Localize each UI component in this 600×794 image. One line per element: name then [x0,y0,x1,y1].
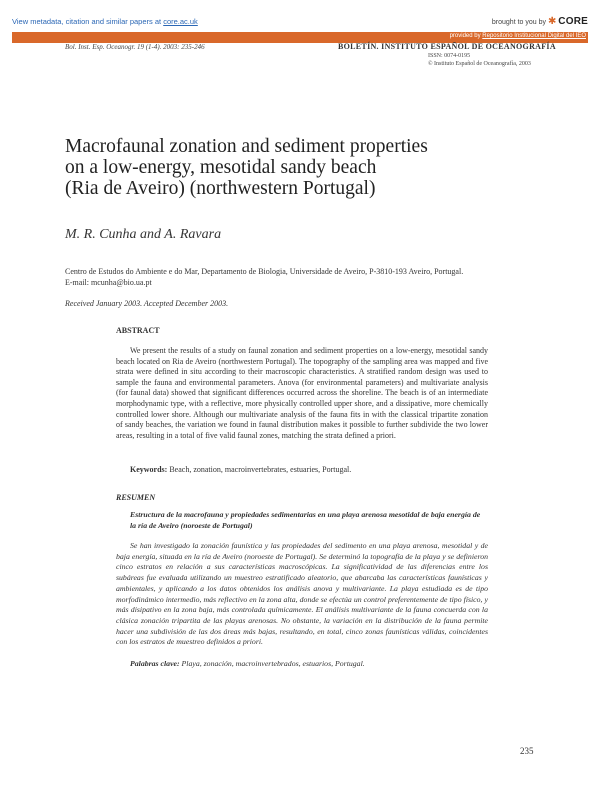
page-number: 235 [520,746,534,756]
provider-link[interactable]: Repositorio Institucional Digital del IEO [482,33,586,39]
issn: ISSN: 0074-0195 [428,53,471,59]
palabras-clave-value: Playa, zonación, macroinvertebrados, estuarios, Portugal. [181,659,365,668]
brought-text: brought to you by [491,19,546,26]
keywords [130,465,488,474]
palabras-clave [130,659,488,668]
core-provider-text [450,33,586,39]
copyright: © Instituto Español de Oceanografía, 2003 [428,61,531,67]
citation: Bol. Inst. Esp. Oceanogr. 19 (1-4). 2003: 235-246 [65,43,205,51]
authors: M. R. Cunha and A. Ravara [65,227,222,242]
title-line: on a low-energy, mesotidal sandy beach [65,157,377,178]
received-dates: Received January 2003. Accepted December 2003. [65,299,229,308]
title-line: Macrofaunal zonation and sediment properties [65,136,428,157]
email: E-mail: mcunha@bio.ua.pt [65,278,152,287]
core-brought-by [492,16,588,27]
journal-name: BOLETÍN. INSTITUTO ESPAÑOL DE OCEANOGRAFÍA [338,42,556,51]
keywords-value: Beach, zonation, macroinvertebrates, estuaries, Portugal. [169,465,352,474]
core-logo-icon: ✱ [547,16,557,27]
abstract-heading: ABSTRACT [116,326,160,335]
resumen-text: Se han investigado la zonación faunística y las propiedades del sedimento en una playa arenosa, mesotidal y de baja energía, situada en la ría de Aveiro (noroeste de Portugal). Se determinó la topografía de la playa y se definieron cinco estratos en relación a sus características macroscópicas. La significatividad de las diferencias entre los subáreas fue evaluada utilizando un muestreo estratificado aleatorio, que abarcaba las características faunísticas y ambientales, y aplicando a los datos obtenidos los análisis anova y multivariante. La playa estudiada es de tipo morfodinámico intermedio, más reflectivo en la zona alta, donde se efectúa un control preferentemente de tipo físico, y más disipativo en la zona baja, más controlada químicamente. El análisis multivariante de la fauna concuerda con la clásica zonación tripartita de las playas arenosas. No obstante, la variación en la distribución de la fauna permite hacer una subdivisión de las dos áreas más bajas, resultando, en total, cinco zonas faunísticas válidas, coincidentes con los estratos de muestreo definidos a priori. [116,541,488,647]
issn-block [428,52,531,68]
title-line: (Ria de Aveiro) (northwestern Portugal) [65,178,376,199]
keywords-label: Keywords: [130,465,168,474]
affiliation-block [65,266,545,288]
article-title [65,136,545,199]
resumen-heading: RESUMEN [116,493,156,502]
affiliation: Centro de Estudos do Ambiente e do Mar, Departamento de Biologia, Universidade de Aveiro, P-3810-193 Aveiro, Portugal. [65,267,464,276]
provided-prefix: provided by [449,33,483,39]
abstract-text: We present the results of a study on faunal zonation and sediment properties on a low-energy, mesotidal sandy beach located on Ria de Aveiro (northwestern Portugal). The topography of the sampling area was mapped and five strata were defined in situ according to their macroscopic characteristics. A stratified random design was used to sample the fauna and environmental parameters. Anova (for environmental parameters) and multivariate analysis (for faunal data) showed that significant differences occurred across the shoreline. The beach is of an intermediate morphodynamic type, with a reflective, more physically controlled upper shore, and a dissipative, more chemically controlled lower shore. Although our multivariate analysis of the fauna fits in with the classical tripartite zonation of sandy beaches, the variation we found in faunal distribution makes it possible to further subdivide the two lower areas, resulting in a total of five valid faunal zones, matching the strata defined a priori. [116,346,488,440]
core-link[interactable]: core.ac.uk [163,17,198,26]
palabras-clave-label: Palabras clave: [130,659,180,668]
core-link-prefix: View metadata, citation and similar papers at [12,17,164,26]
core-logo-text[interactable]: CORE [558,16,588,27]
resumen-title: Estructura de la macrofauna y propiedades sedimentarias en una playa arenosa mesotidal de baja energía de la ría de Aveiro (noroeste de Portugal) [130,510,481,530]
core-metadata-link [12,17,198,26]
